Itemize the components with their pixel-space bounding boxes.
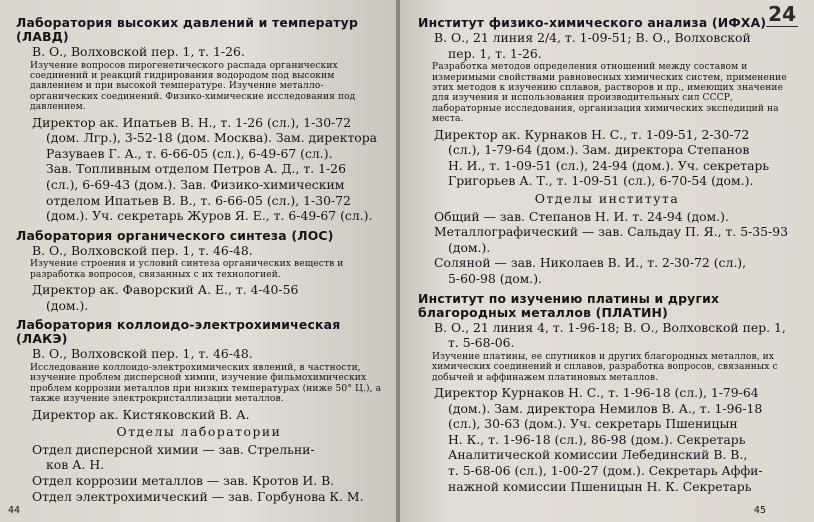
staff-line: Директор Курнаков Н. С., т. 1-96-18 (сл.), 1-79-64	[434, 384, 759, 400]
staff-line: (сл.), 1-79-64 (дом.). Зам. директора Степанов	[448, 142, 750, 158]
staff-line: (дом.).	[46, 297, 89, 313]
institute-description: Изучение платины, ее спутников и других благородных металлов, их химических соединений и сплавов, разработка вопросов, связанных с добычей и аффинажем платиновых металлов.	[432, 351, 778, 383]
staff-line: Н. И., т. 1-09-51 (сл.), 24-94 (дом.). Уч. секретарь	[448, 157, 770, 173]
staff-line: Григорьев А. Т., т. 1-09-51 (сл.), 6-70-54 (дом.).	[448, 173, 754, 189]
staff-line: Разуваев Г. А., т. 6-66-05 (сл.), 6-49-67 (сл.).	[46, 145, 333, 161]
page-number: 44	[8, 505, 21, 516]
department-line: Общий — зав. Степанов Н. И. т. 24-94 (дом.).	[434, 208, 729, 224]
department-line: Отдел коррозии металлов — зав. Кротов И. В.	[32, 472, 335, 488]
lab-organic-synthesis	[16, 229, 382, 314]
staff-line: Директор ак. Курнаков Н. С., т. 1-09-51, 2-30-72	[434, 126, 750, 142]
staff-line: (сл.), 30-63 (дом.). Уч. секретарь Пшеницын	[448, 416, 738, 432]
staff-line: (дом.). Уч. секретарь Журов Я. Е., т. 6-49-67 (сл.).	[46, 208, 373, 224]
institute-platinum	[418, 292, 796, 495]
staff-line: (дом. Лгр.), 3-52-18 (дом. Москва). Зам. директора	[46, 130, 378, 146]
institute-address: В. О., 21 линия 2/4, т. 1-09-51; В. О., Волховской	[434, 30, 751, 45]
institute-title: Институт по изучению платины и других благородных металлов (ПЛАТИН)	[418, 290, 720, 320]
lab-address: В. О., Волховской пер. 1, т. 1-26.	[32, 44, 245, 59]
handwritten-page-mark: 24	[768, 2, 796, 26]
staff-line: Директор ак. Кистяковский В. А.	[32, 406, 250, 422]
staff-line: Директор ак. Фаворский А. Е., т. 4-40-56	[32, 282, 299, 298]
departments-heading: Отделы института	[534, 191, 680, 206]
department-line: Металлографический — зав. Сальдау П. Я., т. 5-35-93	[434, 224, 788, 240]
lab-title: Лаборатория коллоидо-электрохимическая (ЛАКЭ)	[16, 317, 341, 347]
staff-line: (сл.), 6-69-43 (дом.). Зав. Физико-химическим	[46, 177, 345, 192]
staff-line: Н. К., т. 1-96-18 (сл.), 86-98 (дом.). Секретарь	[448, 431, 746, 447]
institute-title: Институт физико-химического анализа (ИФХА)	[418, 15, 767, 30]
institute-address: пер. 1, т. 1-26.	[448, 45, 542, 61]
left-page	[0, 0, 398, 522]
staff-line: Зав. Топливным отделом Петров А. Д., т. 1-26	[46, 161, 346, 177]
institute-address: т. 5-68-06.	[448, 335, 515, 351]
staff-line: нажной комиссии Пшеницын Н. К. Секретарь	[448, 478, 752, 494]
lab-high-pressure	[16, 16, 382, 224]
right-page	[400, 0, 814, 522]
staff-line: т. 5-68-06 (сл.), 1-00-27 (дом.). Секретарь Аффи-	[448, 462, 763, 478]
department-line: Отдел электрохимический — зав. Горбунова К. М.	[32, 488, 364, 504]
departments-heading: Отделы лаборатории	[116, 424, 282, 440]
lab-address: В. О., Волховской пер. 1, т. 46-48.	[32, 346, 253, 362]
lab-colloid-electrochemical	[16, 318, 382, 504]
lab-description: Изучение вопросов пирогенетического распада органических соединений и реакций гидрирования водородом под высоким давлением и при высокой температуре. Изучение металло-органических соединений. Физико-химические исследования под давлением.	[30, 60, 356, 113]
department-line: ков А. Н.	[46, 457, 105, 473]
staff-line: Аналитической комиссии Лебединский В. В.,	[448, 447, 748, 463]
staff-line: Директор ак. Ипатьев В. Н., т. 1-26 (сл.), 1-30-72	[32, 114, 352, 130]
institute-description: Разработка методов определения отношений между составом и измеримыми свойствами равновесных химических систем, применение этих методов к изучению сплавов, растворов и пр., имеющих значение для изучения и использования производительных сил СССР, лабораторные исследования, организация химических экспедиций на места.	[432, 62, 787, 125]
lab-description: Изучение строения и условий синтеза органических веществ и разработка вопросов, связанных с их технологией.	[30, 259, 344, 280]
department-line: 5-60-98 (дом.).	[448, 270, 543, 286]
institute-address: В. О., 21 линия 4, т. 1-96-18; В. О., Волховской пер. 1,	[434, 319, 786, 335]
lab-address: В. О., Волховской пер. 1, т. 46-48.	[32, 242, 253, 258]
lab-title: Лаборатория органического синтеза (ЛОС)	[16, 227, 334, 243]
department-line: Соляной — зав. Николаев В. И., т. 2-30-72 (сл.),	[434, 255, 747, 271]
department-line: (дом.).	[448, 239, 491, 255]
institute-physico-chemical-analysis	[418, 16, 796, 287]
staff-line: (дом.). Зам. директора Немилов В. А., т. 1-96-18	[448, 400, 763, 416]
lab-title: Лаборатория высоких давлений и температур (ЛАВД)	[16, 15, 359, 44]
page-number: 45	[753, 505, 766, 516]
department-line: Отдел дисперсной химии — зав. Стрельни-	[32, 441, 315, 457]
lab-description: Исследование коллоидо-электрохимических явлений, в частности, изучение проблем дисперсной химии, изучение фильмохимических проблем коррозии металлов при низких температурах (ниже 50° Ц.), а также изучение электрокристаллизации металлов.	[30, 362, 382, 405]
staff-line: отделом Ипатьев В. В., т. 6-66-05 (сл.), 1-30-72	[46, 192, 351, 208]
